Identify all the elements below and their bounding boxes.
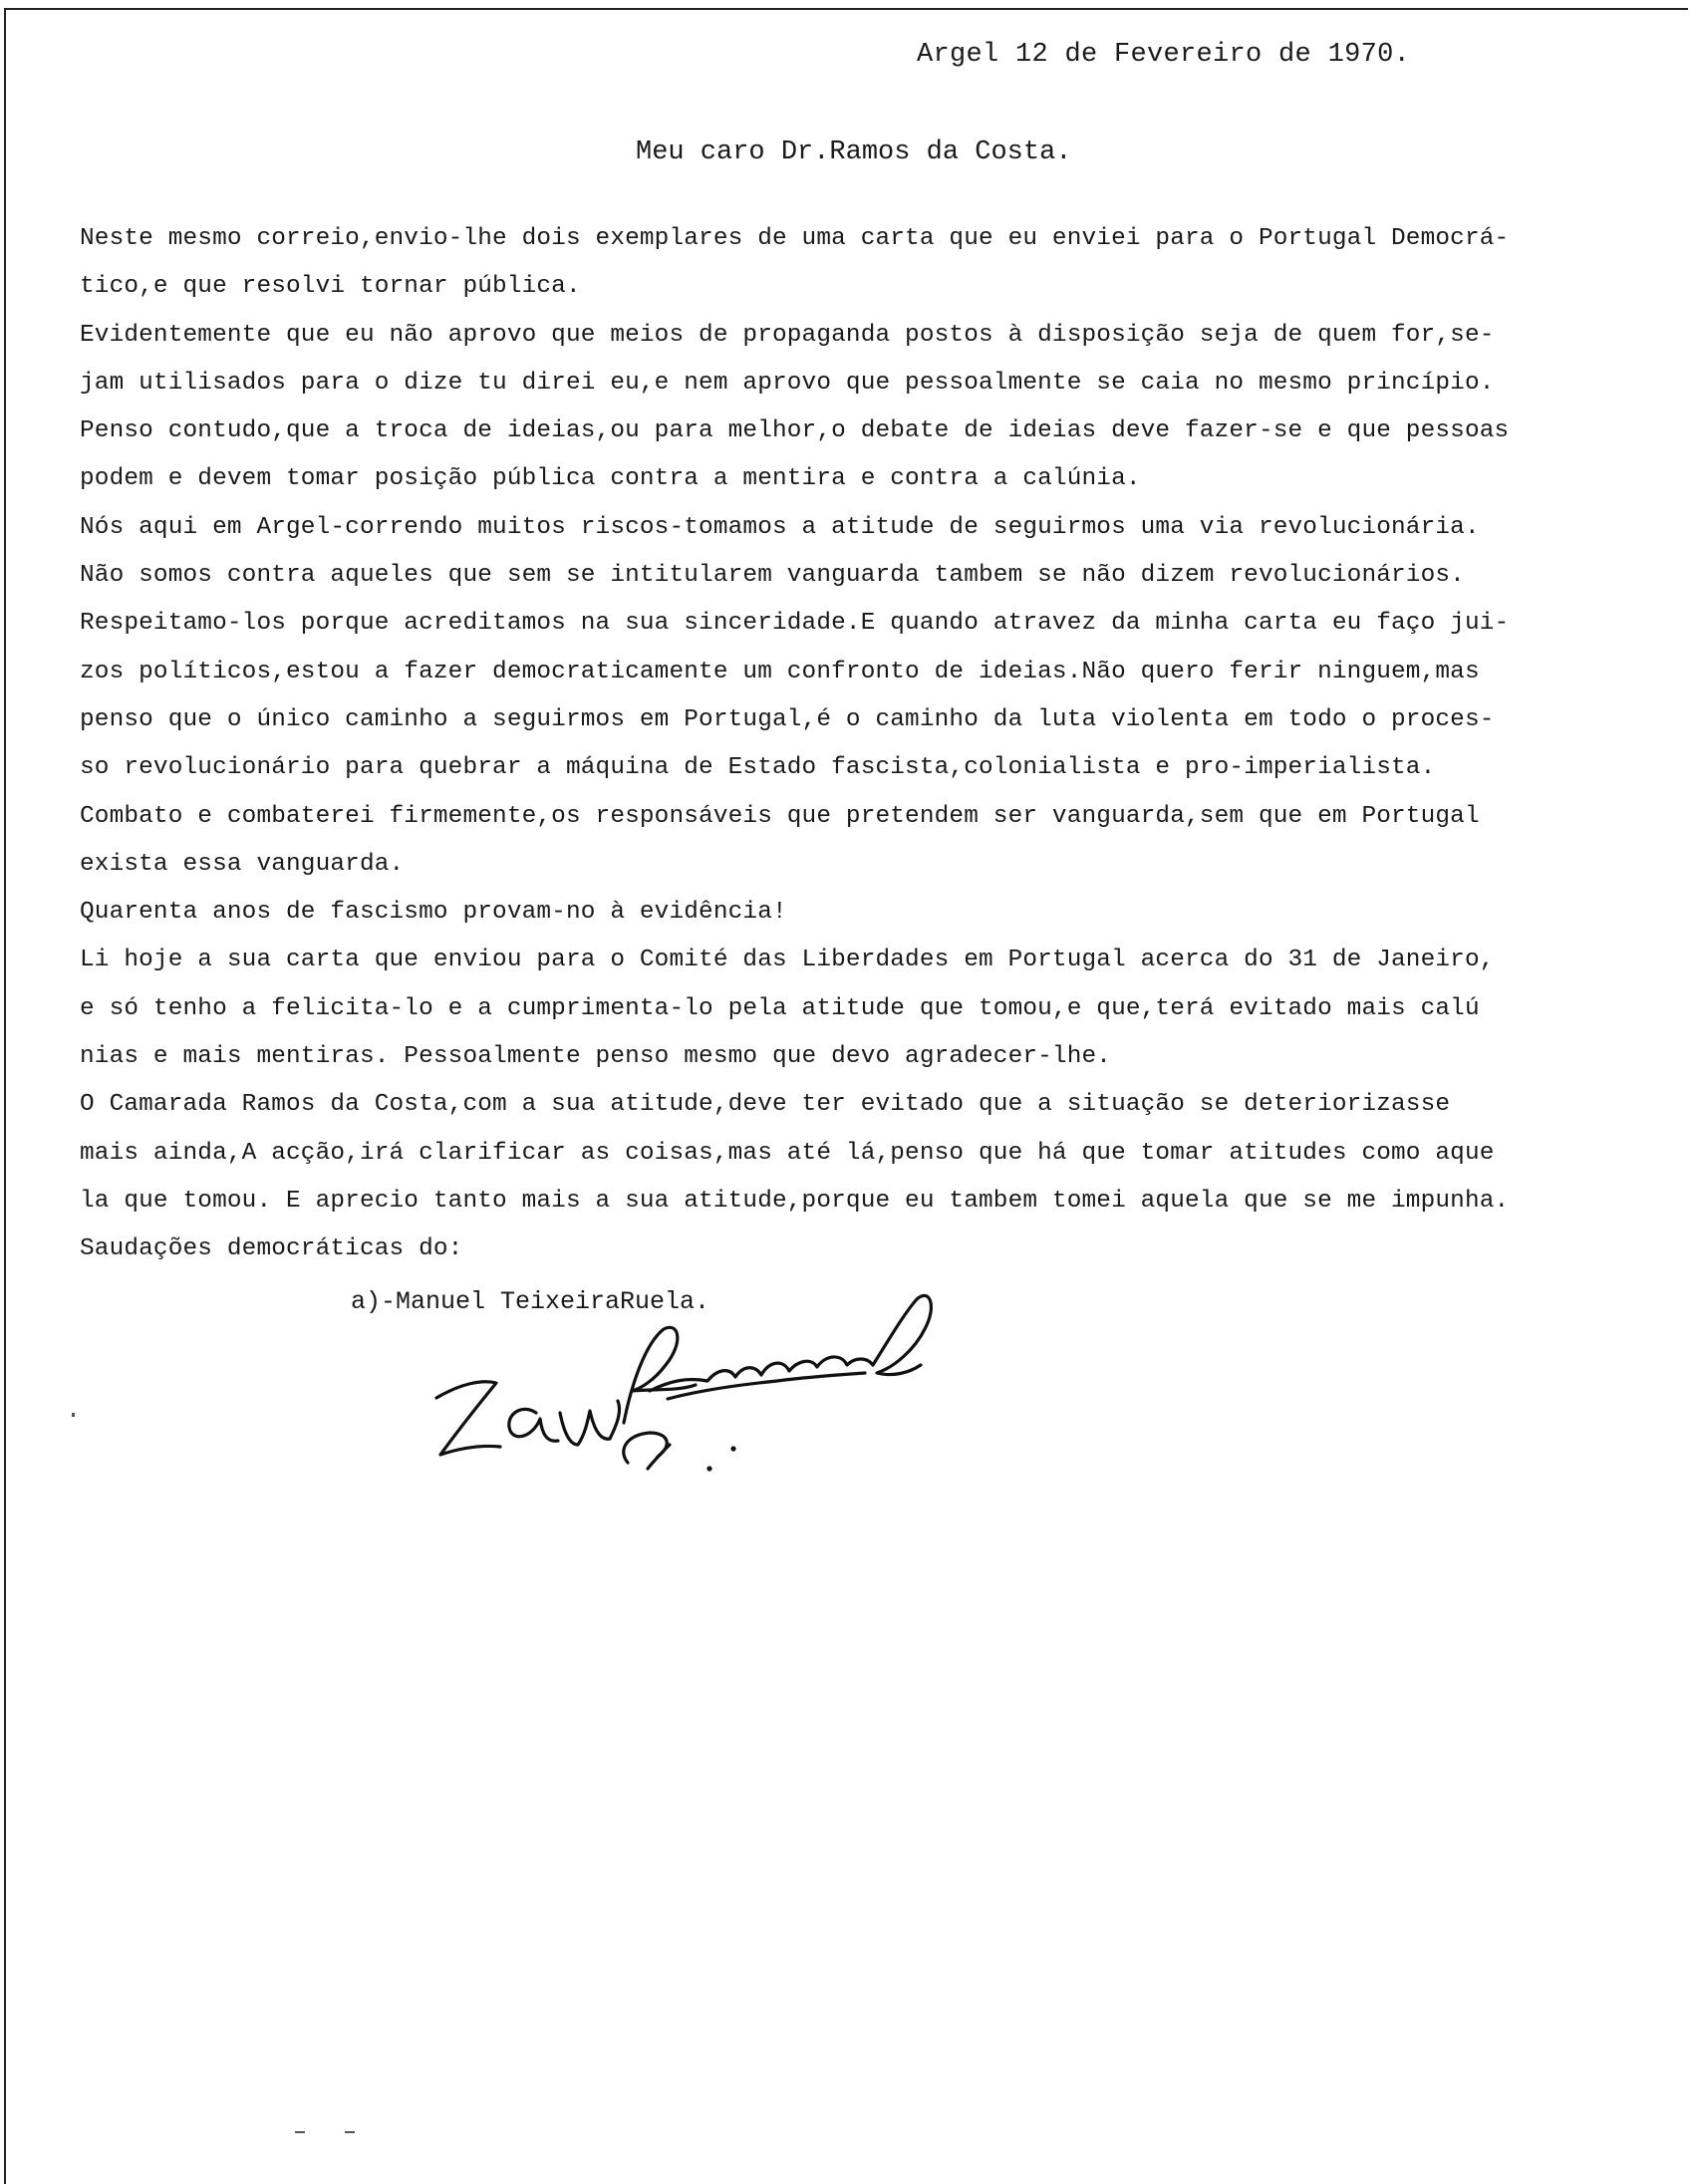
- letter-body: [80, 215, 1604, 1274]
- letter-salutation: Meu caro Dr.Ramos da Costa.: [636, 137, 1072, 167]
- scan-speck: [345, 2131, 355, 2133]
- body-line: Quarenta anos de fascismo provam-no à evidência!: [80, 899, 787, 927]
- body-line: tico,e que resolvi tornar pública.: [80, 273, 581, 301]
- body-line: zos políticos,estou a fazer democraticamente um confronto de ideias.Não quero ferir ninguem,mas: [80, 658, 1480, 685]
- body-line: e só tenho a felicita-lo e a cumprimenta-lo pela atitude que tomou,e que,terá evitado mais calú: [80, 994, 1480, 1022]
- page-border-left: [4, 8, 6, 2184]
- body-line: Respeitamo-los porque acreditamos na sua sinceridade.E quando atravez da minha carta eu faço jui-: [80, 610, 1510, 638]
- body-line: Nós aqui em Argel-correndo muitos riscos-tomamos a atitude de seguirmos uma via revolucionária.: [80, 513, 1480, 541]
- scan-speck: [72, 1413, 75, 1417]
- body-line: so revolucionário para quebrar a máquina de Estado fascista,colonialista e pro-imperialista.: [80, 754, 1436, 782]
- body-line: mais ainda,A acção,irá clarificar as coisas,mas até lá,penso que há que tomar atitudes como aque: [80, 1139, 1495, 1167]
- body-line: nias e mais mentiras. Pessoalmente penso mesmo que devo agradecer-lhe.: [80, 1043, 1112, 1071]
- body-line: Penso contudo,que a troca de ideias,ou para melhor,o debate de ideias deve fazer-se e que pessoas: [80, 417, 1510, 445]
- scan-speck: [295, 2131, 305, 2133]
- letter-dateline: Argel 12 de Fevereiro de 1970.: [917, 40, 1411, 70]
- body-line: jam utilisados para o dize tu direi eu,e nem aprovo que pessoalmente se caia no mesmo princípio.: [80, 369, 1495, 397]
- body-line: Li hoje a sua carta que enviou para o Comité das Liberdades em Portugal acerca do 31 de Janeiro,: [80, 947, 1495, 974]
- body-line: podem e devem tomar posição pública contra a mentira e contra a calúnia.: [80, 465, 1141, 493]
- body-line: la que tomou. E aprecio tanto mais a sua atitude,porque eu tambem tomei aquela que se me impunha.: [80, 1187, 1510, 1215]
- body-line: Não somos contra aqueles que sem se intitularem vanguarda tambem se não dizem revolucionários.: [80, 562, 1465, 590]
- body-line: Evidentemente que eu não aprovo que meios de propaganda postos à disposição seja de quem for,se-: [80, 321, 1495, 349]
- body-line: Saudações democráticas do:: [80, 1235, 463, 1263]
- typed-signature: a)-Manuel TeixeiraRuela.: [351, 1287, 710, 1316]
- body-line: exista essa vanguarda.: [80, 850, 405, 878]
- body-line: O Camarada Ramos da Costa,com a sua atitude,deve ter evitado que a situação se deteriorizasse: [80, 1091, 1451, 1119]
- body-line: Combato e combaterei firmemente,os responsáveis que pretendem ser vanguarda,sem que em Portugal: [80, 802, 1480, 830]
- body-line: Neste mesmo correio,envio-lhe dois exemplares de uma carta que eu enviei para o Portugal Democrá-: [80, 225, 1510, 252]
- handwritten-signature: [419, 1273, 937, 1483]
- body-line: penso que o único caminho a seguirmos em Portugal,é o caminho da luta violenta em todo o proces-: [80, 705, 1495, 733]
- page-border-top: [4, 8, 1688, 10]
